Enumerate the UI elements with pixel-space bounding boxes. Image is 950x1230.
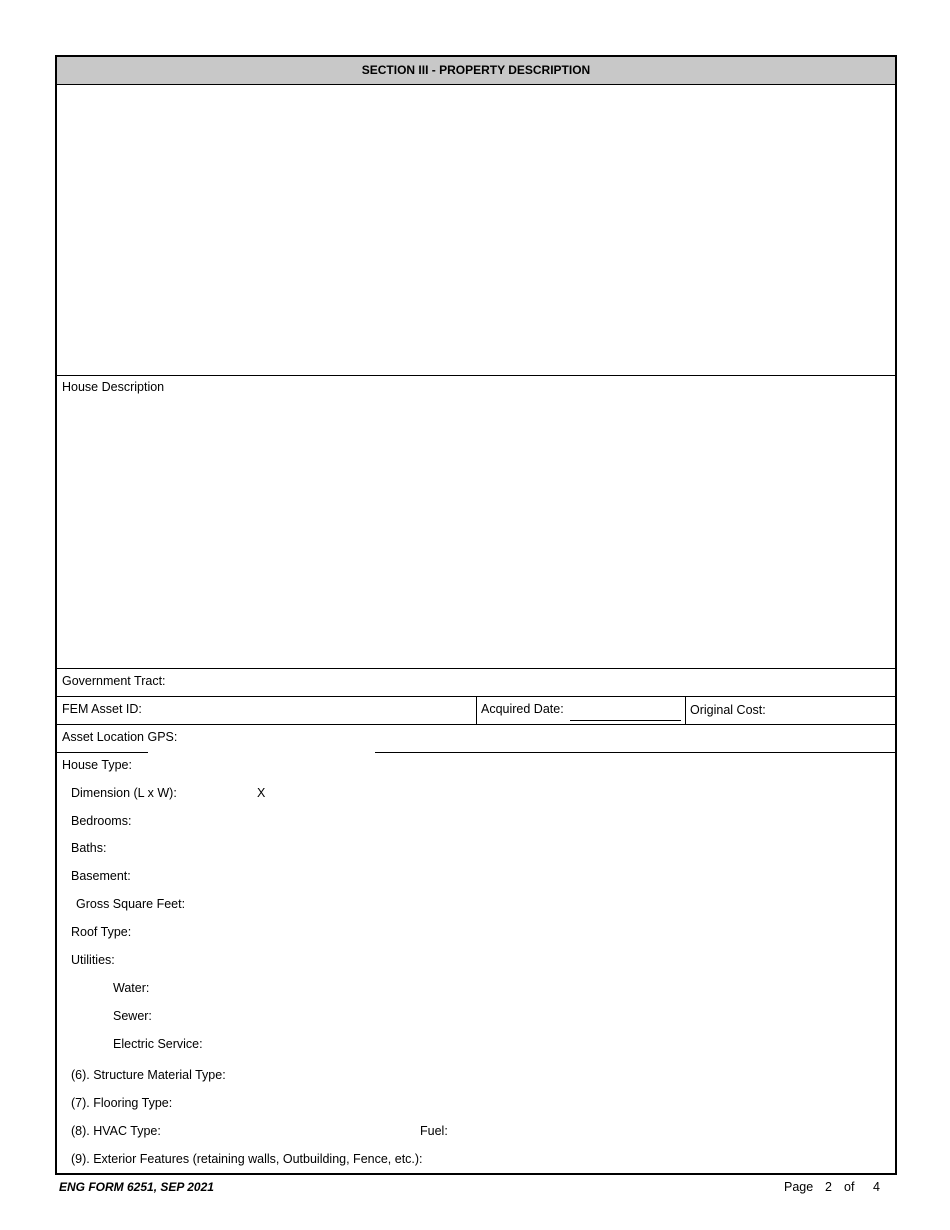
- asset-location-gps-label: Asset Location GPS:: [62, 730, 178, 744]
- electric-service-label: Electric Service:: [113, 1037, 203, 1051]
- divider: [57, 375, 895, 376]
- sewer-label: Sewer:: [113, 1009, 152, 1023]
- government-tract-field[interactable]: [172, 671, 876, 693]
- divider: [57, 668, 895, 669]
- divider: [375, 752, 895, 753]
- dimension-length-field[interactable]: [197, 783, 256, 805]
- original-cost-field[interactable]: [769, 699, 891, 721]
- hvac-type-field[interactable]: [167, 1121, 411, 1143]
- property-description-textarea[interactable]: [61, 89, 893, 375]
- gross-square-feet-field[interactable]: [197, 894, 881, 916]
- property-description-form: [55, 55, 897, 1175]
- fem-asset-id-field[interactable]: [147, 699, 471, 721]
- column-divider: [685, 696, 686, 724]
- divider: [57, 752, 148, 753]
- hvac-type-label: (8). HVAC Type:: [71, 1124, 161, 1138]
- roof-type-field[interactable]: [197, 922, 881, 944]
- structure-material-field[interactable]: [237, 1065, 881, 1087]
- page-label: Page: [784, 1180, 814, 1194]
- column-divider: [476, 696, 477, 724]
- page-number: 2: [825, 1180, 832, 1194]
- bedrooms-field[interactable]: [197, 811, 881, 833]
- house-type-field[interactable]: [177, 755, 881, 777]
- original-cost-label: Original Cost:: [690, 703, 766, 717]
- acquired-date-field[interactable]: [570, 699, 684, 721]
- electric-service-field[interactable]: [217, 1034, 881, 1056]
- section-header: SECTION III - PROPERTY DESCRIPTION: [57, 57, 895, 85]
- water-field[interactable]: [217, 978, 881, 1000]
- acquired-date-label: Acquired Date:: [481, 702, 564, 716]
- roof-type-label: Roof Type:: [71, 925, 132, 939]
- flooring-type-label: (7). Flooring Type:: [71, 1096, 173, 1110]
- page-of-label: of: [844, 1180, 855, 1194]
- sewer-field[interactable]: [217, 1006, 881, 1028]
- fuel-label: Fuel:: [420, 1124, 448, 1138]
- dimension-label: Dimension (L x W):: [71, 786, 177, 800]
- divider: [57, 724, 895, 725]
- gps-latitude-field[interactable]: [179, 727, 373, 749]
- basement-field[interactable]: [197, 866, 881, 888]
- bedrooms-label: Bedrooms:: [71, 814, 132, 828]
- acquired-date-underline: [570, 720, 681, 721]
- exterior-features-label: (9). Exterior Features (retaining walls, Outbuilding, Fence, etc.):: [71, 1152, 423, 1166]
- water-label: Water:: [113, 981, 150, 995]
- dimension-separator: X: [257, 786, 266, 800]
- exterior-features-field[interactable]: [427, 1149, 881, 1171]
- gps-longitude-field[interactable]: [377, 727, 891, 749]
- structure-material-label: (6). Structure Material Type:: [71, 1068, 226, 1082]
- house-description-textarea[interactable]: [61, 399, 893, 669]
- gross-square-feet-label: Gross Square Feet:: [76, 897, 186, 911]
- utilities-label: Utilities:: [71, 953, 115, 967]
- flooring-type-field[interactable]: [237, 1093, 881, 1115]
- baths-label: Baths:: [71, 841, 107, 855]
- form-identifier: ENG FORM 6251, SEP 2021: [59, 1180, 214, 1194]
- fuel-field[interactable]: [457, 1121, 881, 1143]
- page-total: 4: [873, 1180, 880, 1194]
- fem-asset-id-label: FEM Asset ID:: [62, 702, 142, 716]
- government-tract-label: Government Tract:: [62, 674, 166, 688]
- basement-label: Basement:: [71, 869, 131, 883]
- house-description-label: House Description: [62, 380, 165, 394]
- baths-field[interactable]: [197, 838, 881, 860]
- dimension-width-field[interactable]: [275, 783, 359, 805]
- house-type-label: House Type:: [62, 758, 132, 772]
